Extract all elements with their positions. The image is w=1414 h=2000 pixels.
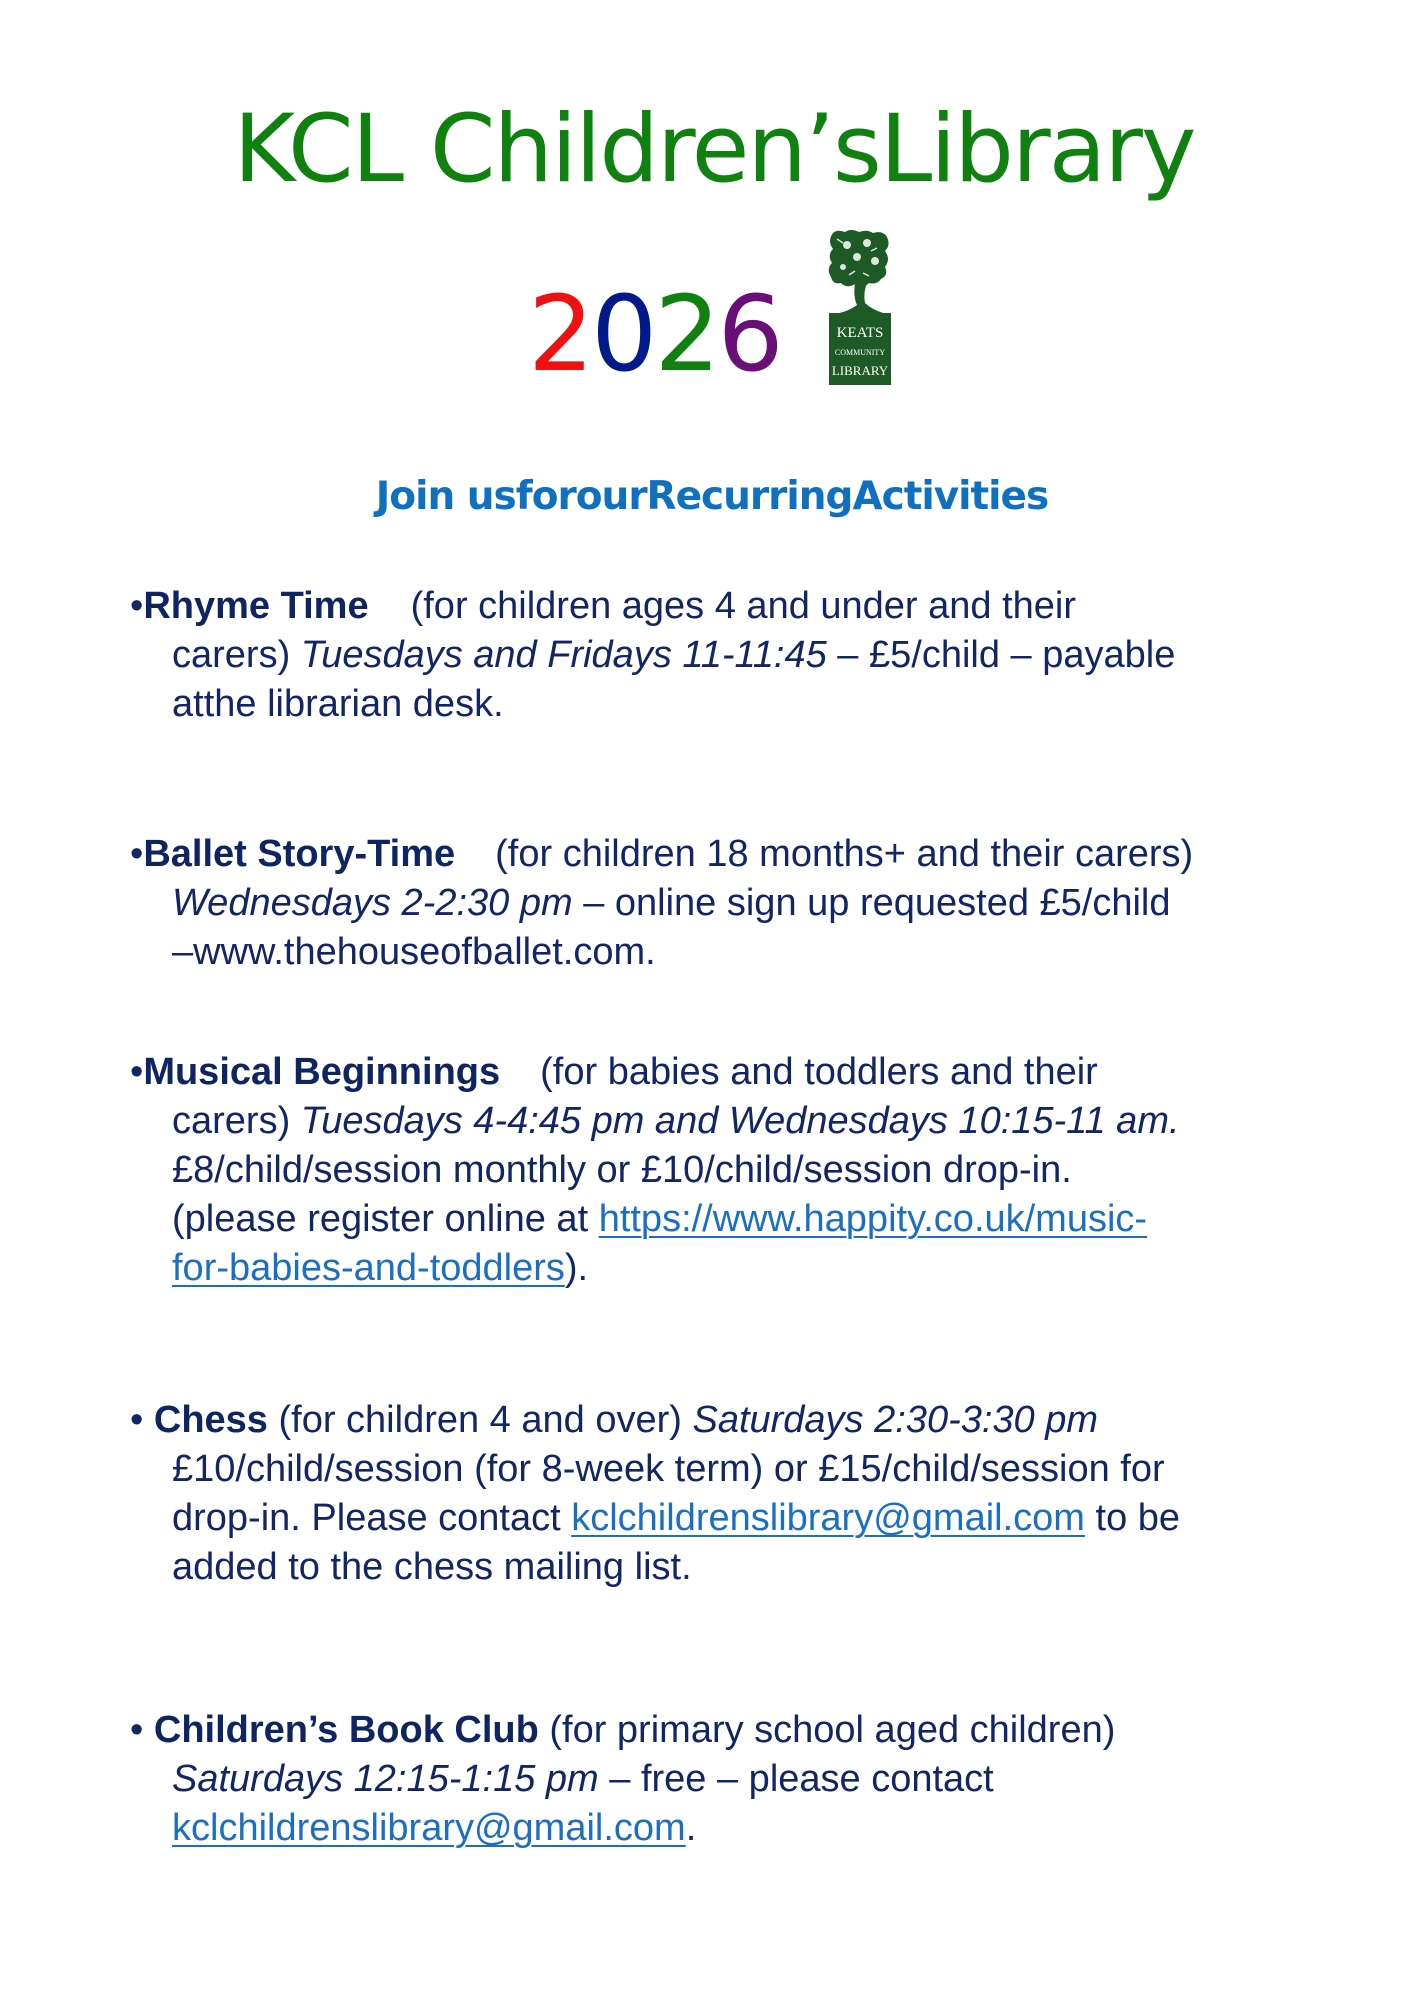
activity-ballet-story-time	[130, 830, 1350, 977]
year-digit: 0	[591, 273, 655, 395]
bullet: •	[130, 1399, 144, 1441]
activity-rhyme-time	[130, 582, 1350, 729]
activity-price: – online sign up requested £5/child	[572, 882, 1171, 924]
keats-community-library-logo	[827, 229, 893, 389]
activity-text: carers)	[172, 1100, 301, 1142]
activity-name: Children’s Book Club	[153, 1709, 539, 1751]
activity-text: .	[685, 1807, 697, 1849]
bullet: •	[130, 1051, 144, 1093]
activity-schedule: Wednesdays 2-2:30 pm	[172, 882, 573, 924]
subtitle: Join usforourRecurringActivities	[375, 474, 1049, 519]
activity-text: to be	[1084, 1497, 1181, 1539]
logo-line: LIBRARY	[831, 363, 889, 378]
bullet: •	[130, 833, 144, 875]
activity-audience: (for babies and toddlers and their	[540, 1051, 1098, 1093]
year-digit: 2	[654, 273, 718, 395]
activity-name: Rhyme Time	[143, 585, 369, 627]
happity-link[interactable]: https://www.happity.co.uk/music-	[598, 1198, 1148, 1240]
activity-text: carers)	[172, 634, 301, 676]
activity-chess	[130, 1396, 1350, 1592]
happity-link-continued[interactable]: for-babies-and-toddlers	[172, 1247, 565, 1289]
year-digit: 6	[717, 273, 781, 395]
activity-price: £8/child/session monthly or £10/child/session drop-in.	[172, 1149, 1072, 1191]
activity-book-club	[130, 1706, 1350, 1853]
activity-text: (please register online at	[172, 1198, 599, 1240]
activity-price: – £5/child – payable	[826, 634, 1176, 676]
activity-schedule: Saturdays 2:30-3:30 pm	[692, 1399, 1099, 1441]
activity-name: Musical Beginnings	[143, 1051, 501, 1093]
activity-audience: (for primary school aged children)	[538, 1709, 1116, 1751]
logo-line: KEATS	[836, 325, 884, 341]
email-link[interactable]: kclchildrenslibrary@gmail.com	[571, 1497, 1085, 1539]
activity-text: drop-in. Please contact	[172, 1497, 572, 1539]
activity-audience: (for children 4 and over)	[267, 1399, 693, 1441]
activity-price: – free – please contact	[598, 1758, 994, 1800]
email-link[interactable]: kclchildrenslibrary@gmail.com	[172, 1807, 686, 1849]
bullet: •	[130, 1709, 144, 1751]
year	[528, 273, 781, 395]
activity-text: ).	[564, 1247, 589, 1289]
tree-icon	[827, 229, 893, 389]
activity-text: atthe librarian desk.	[172, 683, 504, 725]
activity-audience: (for children ages 4 and under and their	[410, 585, 1077, 627]
activity-price: £10/child/session (for 8-week term) or £15/child/session for	[172, 1448, 1165, 1490]
logo-line: COMMUNITY	[834, 348, 886, 357]
activity-text: added to the chess mailing list.	[172, 1546, 692, 1588]
activity-name: Chess	[153, 1399, 268, 1441]
activity-musical-beginnings	[130, 1048, 1350, 1293]
activity-name: Ballet Story-Time	[143, 833, 456, 875]
page-title: KCL Children’sLibrary	[233, 95, 1195, 204]
year-digit: 2	[528, 273, 592, 395]
bullet: •	[130, 585, 144, 627]
activity-website: –www.thehouseofballet.com.	[172, 931, 656, 973]
activity-schedule: Tuesdays 4-4:45 pm and Wednesdays 10:15-11 am.	[300, 1100, 1180, 1142]
activity-schedule: Tuesdays and Fridays 11-11:45	[300, 634, 827, 676]
activity-audience: (for children 18 months+ and their carers)	[495, 833, 1194, 875]
activity-schedule: Saturdays 12:15-1:15 pm	[172, 1758, 599, 1800]
